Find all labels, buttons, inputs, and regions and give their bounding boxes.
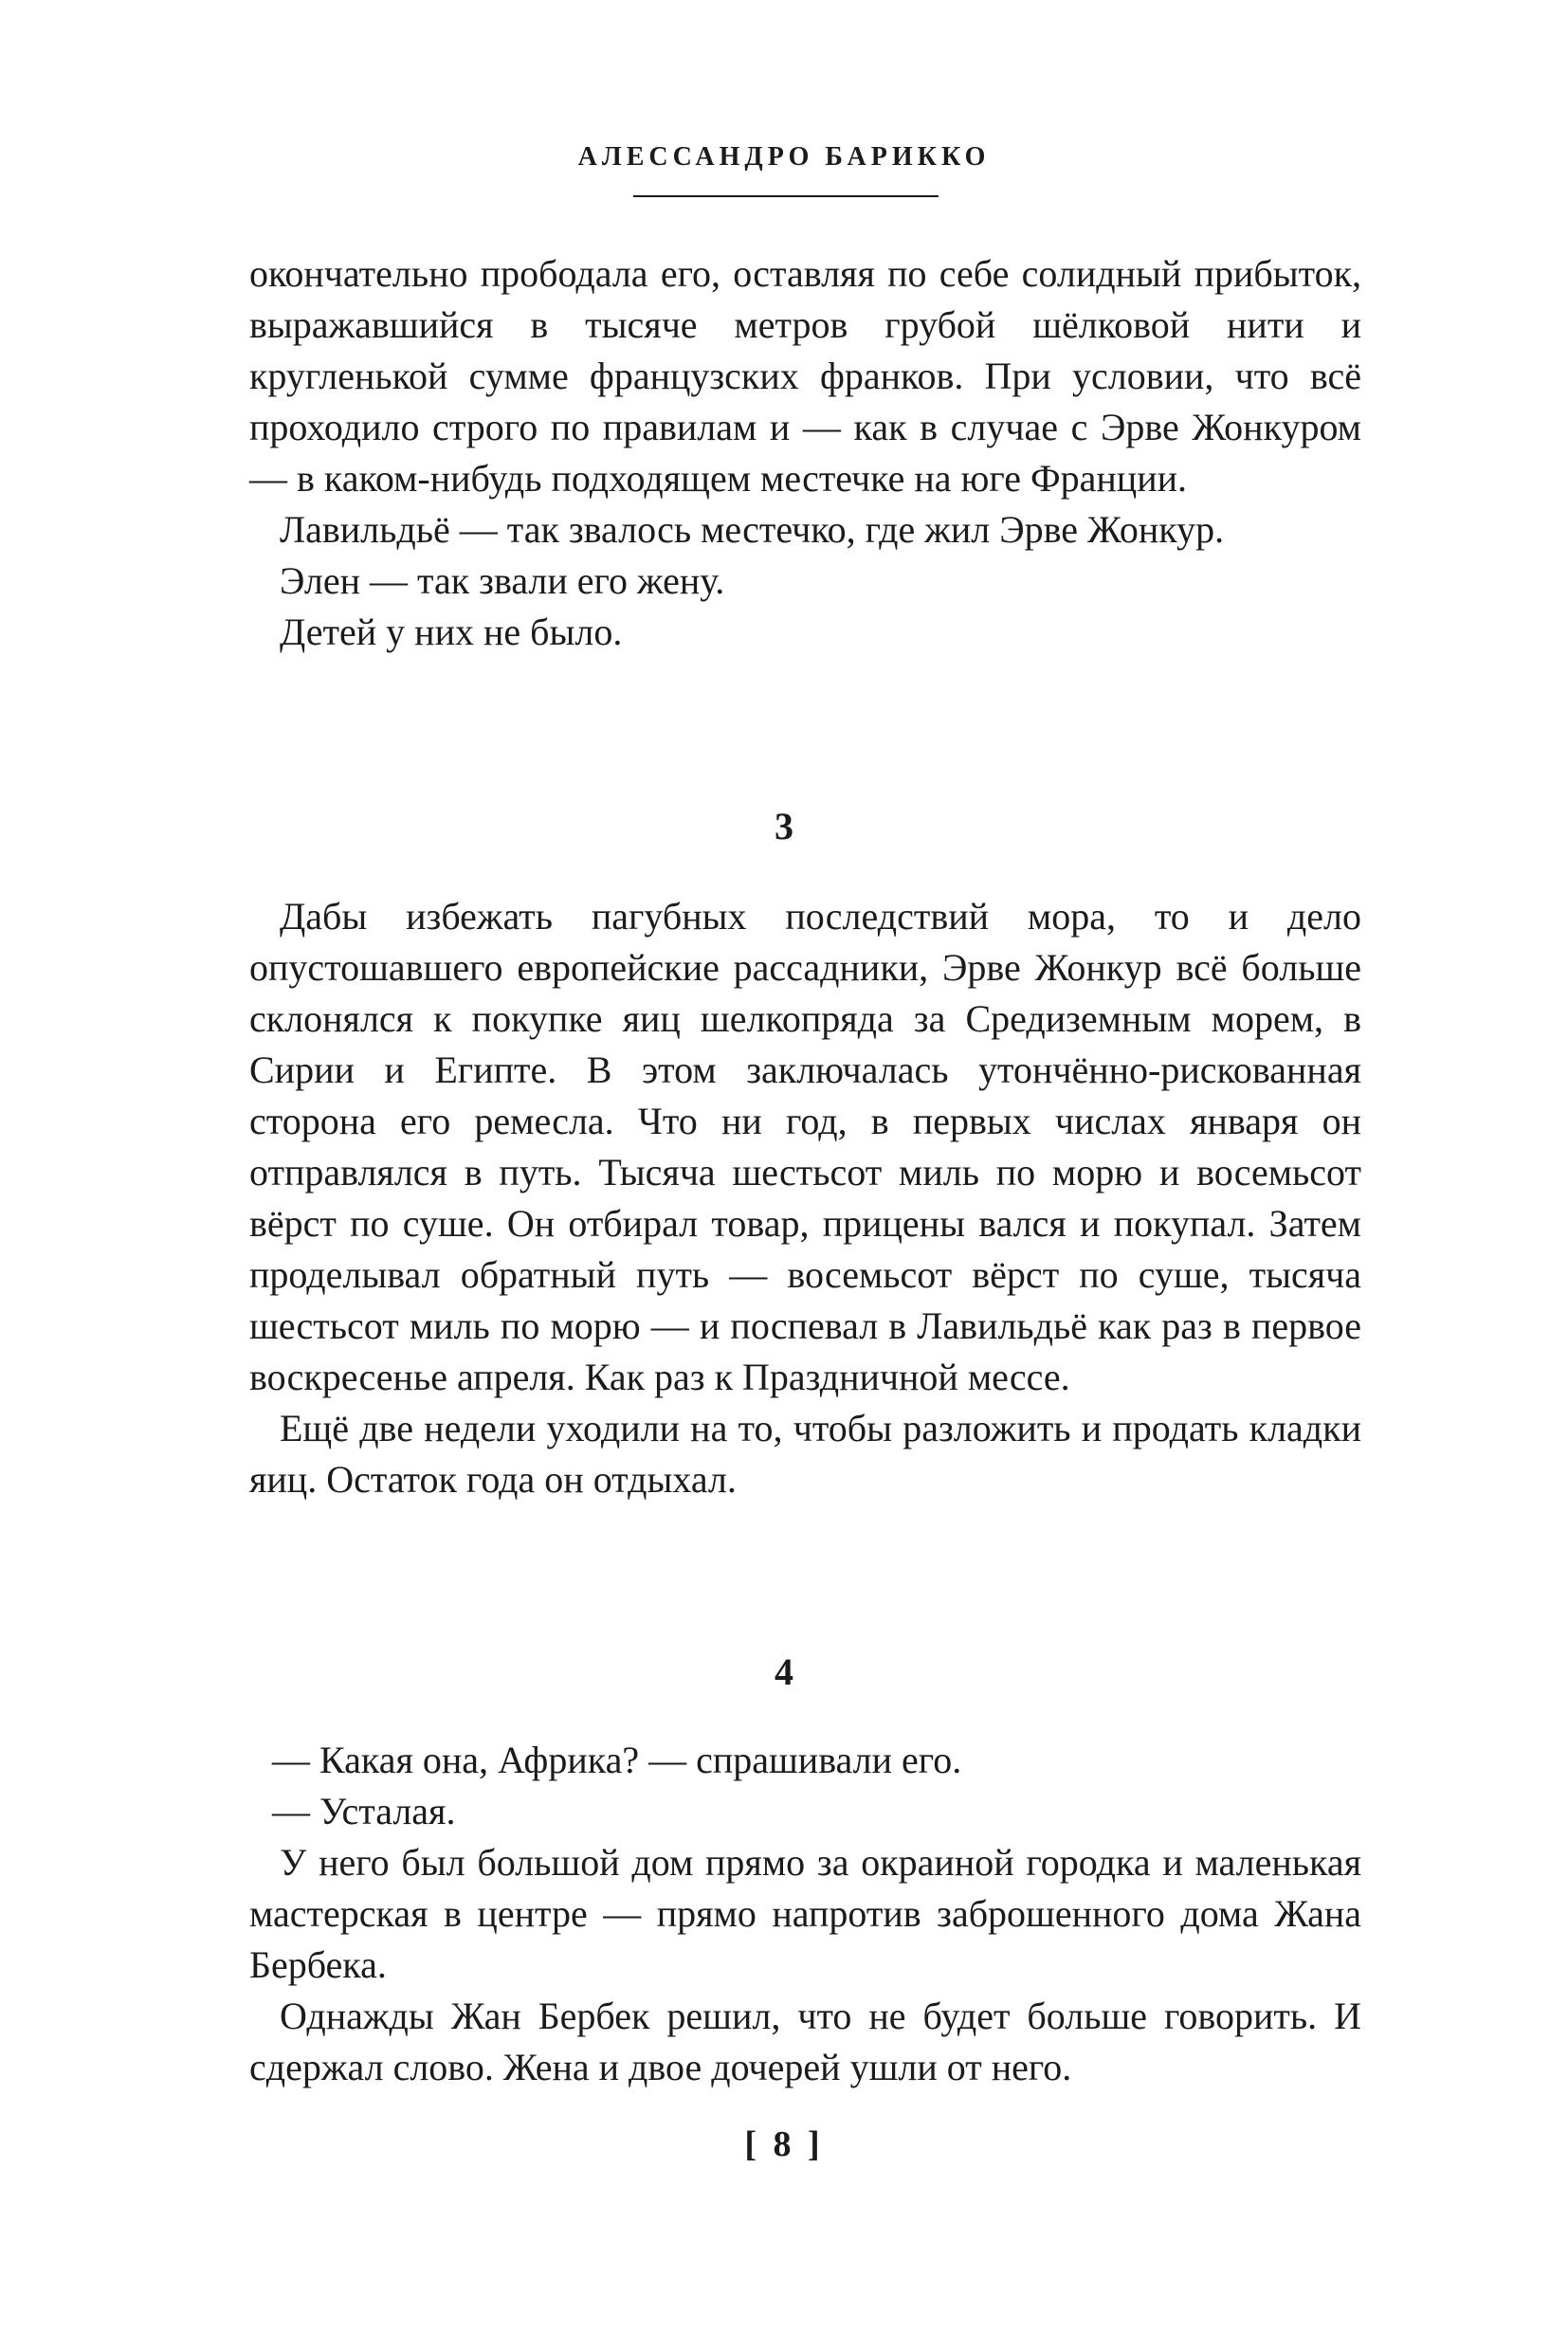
dialogue-line: — Усталая. [272,1790,456,1832]
paragraph: Однажды Жан Бербек решил, что не будет больше говорить. И сдержал слово. Жена и двое дочерей ушли от него. [249,1995,1361,2088]
paragraph: У него был большой дом прямо за окраиной городка и маленькая мастерская в центре — прямо напротив заброшенного дома Жана Бербека. [249,1841,1361,1986]
chapter-4-text [249,1735,1361,2093]
running-head: АЛЕССАНДРО БАРИККО [577,142,991,172]
paragraph: Лавильдьё — так звалось местечко, где жил Эрве Жонкур. [280,508,1225,551]
running-head-rule [633,195,939,197]
chapter-number: 4 [775,1650,793,1693]
paragraph: Элен — так звали его жену. [280,559,725,602]
chapter-number: 3 [775,805,793,847]
dialogue-line: — Какая она, Африка? — спрашивали его. [272,1739,962,1781]
page-number: [ 8 ] [744,2124,824,2164]
paragraph: окончательно прободала его, оставляя по себе солидный прибыток, выражавшийся в тысяче метров грубой шёлковой нити и кругленькой сумме французских франков. При условии, что всё проходило строго по правилам и — как в случае с Эрве Жонкуром — в каком-нибудь подходящем местечке на юге Франции. [249,252,1361,500]
section-1-text [249,248,1361,658]
paragraph: Ещё две недели уходили на то, чтобы разложить и продать кладки яиц. Остаток года он отдыхал. [249,1407,1361,1501]
chapter-3-text [249,891,1361,1505]
paragraph: Дабы избежать пагубных последствий мора, то и дело опустошавшего европейские рассадники, Эрве Жонкур всё больше склонялся к покупке яиц шелкопряда за Средиземным морем, в Сирии и Египте. В этом заключалась утончённо-рискованная сторона его ремесла. Что ни год, в первых числах января он отправлялся в путь. Тысяча шестьсот миль по морю и восемьсот вёрст по суше. Он отбирал товар, прицены вался и покупал. Затем проделывал обратный путь — восемьсот вёрст по суше, тысяча шестьсот миль по морю — и поспевал в Лавильдьё как раз в первое воскресенье апреля. Как раз к Праздничной мессе. [249,895,1361,1398]
paragraph: Детей у них не было. [280,611,623,653]
